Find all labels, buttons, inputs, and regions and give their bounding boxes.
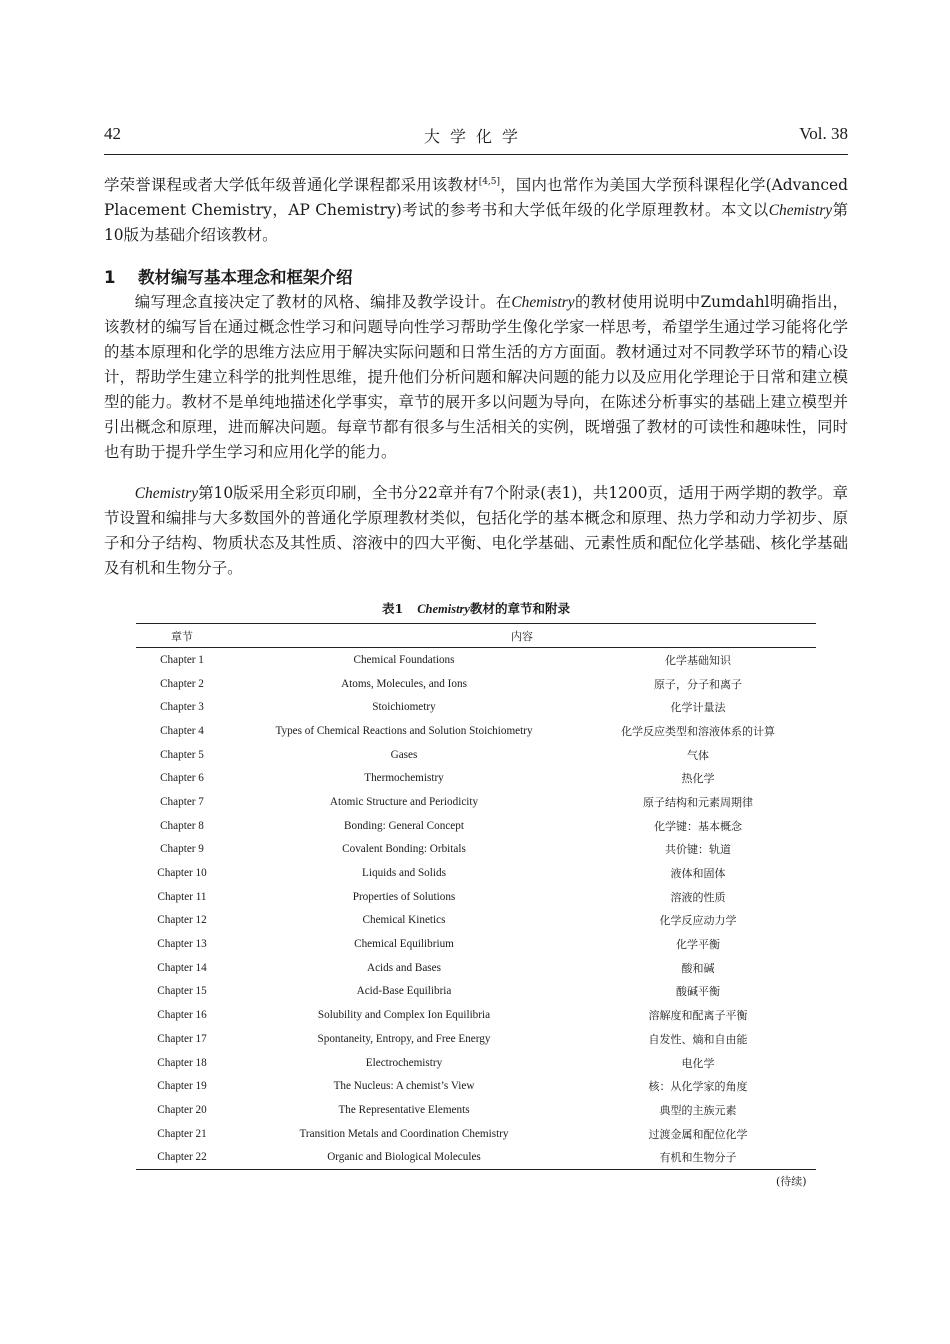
chinese-title-cell: 化学反应动力学 [659,914,737,928]
table-row [136,719,816,743]
chapter-cell: Chapter 19 [157,1080,207,1093]
english-title-cell: Atoms, Molecules, and Ions [341,677,467,690]
journal-title: 大学化学 [423,127,528,146]
intro-text-a: 学荣誉课程或者大学低年级普通化学课程都采用该教材 [104,176,479,194]
volume-label: Vol. 38 [799,124,848,143]
english-title-cell: Properties of Solutions [352,890,456,903]
chapter-cell: Chapter 13 [157,938,207,951]
chinese-title-cell: 化学计量法 [670,701,726,715]
book-title: Chemistry [417,602,470,616]
para1-text-b: 的教材使用说明中Zumdahl明确指出，该教材的编写旨在通过概念性学习和问题导向性学习帮助学生像化学家一样思考，希望学生通过学习能将化学的基本原理和化学的思维方法应用于解决实际问题和日常生活的方方面面。教材通过对不同教学环节的精心设计，帮助学生建立科学的批判性思维，提升他们分析问题和解决问题的能力以及应用化学理论于日常和建立模型的能力。教材不是单纯地描述化学事实，章节的展开多以问题为导向，在陈述分析事实的基础上建立模型并引出概念和原理，进而解决问题。每章节都有很多与生活相关的实例，既增强了教材的可读性和趣味性，同时也有助于提升学生学习和应用化学的能力。 [104,293,848,461]
table-row [136,932,816,956]
table-row [136,766,816,790]
chinese-title-cell: 有机和生物分子 [659,1151,737,1165]
english-title-cell: Transition Metals and Coordination Chemistry [299,1127,509,1140]
intro-paragraph [104,173,848,248]
chinese-title-cell: 电化学 [681,1056,715,1070]
column-header-chapter: 章节 [171,629,193,643]
chinese-title-cell: 酸碱平衡 [676,985,720,999]
table-row [136,861,816,885]
table-row [136,838,816,862]
chinese-title-cell: 典型的主族元素 [659,1103,737,1117]
english-title-cell: Types of Chemical Reactions and Solution Stoichiometry [275,724,533,737]
table-header-row [136,624,816,648]
intro-text-b: ，国内也常作为美国大学预科课程化学(Advanced Placement Chemistry，AP Chemistry)考试的参考书和大学低年级的化学原理教材。本文以 [104,176,848,219]
table-row [136,743,816,767]
table-row [136,1027,816,1051]
chapter-cell: Chapter 1 [160,653,204,666]
chapter-cell: Chapter 2 [160,677,204,690]
chapter-cell: Chapter 9 [160,843,204,856]
chapter-cell: Chapter 21 [157,1127,207,1140]
table-row [136,790,816,814]
chapter-cell: Chapter 14 [157,961,207,974]
english-title-cell: The Nucleus: A chemist’s View [333,1080,475,1093]
chapter-table [136,623,816,1170]
chinese-title-cell: 液体和固体 [670,867,726,881]
chapter-cell: Chapter 6 [160,772,204,785]
english-title-cell: Thermochemistry [364,772,444,785]
para1-text-a: 编写理念直接决定了教材的风格、编排及教学设计。在 [134,293,512,311]
table-label: 表1 [381,601,404,616]
chinese-title-cell: 溶液的性质 [670,890,726,904]
book-title: Chemistry [768,202,833,219]
column-header-content: 内容 [511,629,533,643]
chinese-title-cell: 热化学 [681,772,715,786]
chinese-title-cell: 化学反应类型和溶液体系的计算 [621,724,775,738]
chinese-title-cell: 化学基础知识 [665,653,731,667]
chinese-title-cell: 自发性、熵和自由能 [648,1032,748,1046]
page-header [104,124,848,155]
english-title-cell: Chemical Equilibrium [354,938,454,951]
english-title-cell: Bonding: General Concept [344,819,464,832]
book-title: Chemistry [511,294,575,311]
para2-text: 第10版采用全彩页印刷，全书分22章并有7个附录(表1)，共1200页，适用于两学期的教学。章节设置和编排与大多数国外的普通化学原理教材类似，包括化学的基本概念和原理、热力学和动力学初步、原子和分子结构、物质状态及其性质、溶液中的四大平衡、电化学基础、元素性质和配位化学基础、核化学基础及有机和生物分子。 [104,484,848,577]
chinese-title-cell: 原子，分子和离子 [654,677,742,691]
chinese-title-cell: 原子结构和元素周期律 [643,795,753,809]
table-row [136,1145,816,1169]
chapter-cell: Chapter 20 [157,1103,207,1116]
table-row [136,956,816,980]
table-row [136,814,816,838]
chapter-cell: Chapter 16 [157,1009,207,1022]
chapter-cell: Chapter 5 [160,748,204,761]
chapter-cell: Chapter 18 [157,1056,207,1069]
chinese-title-cell: 酸和碱 [681,961,715,975]
table-row [136,980,816,1004]
chinese-title-cell: 气体 [687,748,709,762]
chinese-title-cell: 化学键：基本概念 [654,819,742,833]
chapter-cell: Chapter 3 [160,701,204,714]
chapter-cell: Chapter 4 [160,724,204,737]
table-row [136,885,816,909]
chapter-cell: Chapter 17 [157,1032,207,1045]
table-continued-note: (待续) [776,1175,807,1188]
english-title-cell: Organic and Biological Molecules [327,1151,481,1164]
chapter-cell: Chapter 11 [157,890,207,903]
section-number: 1 [104,268,116,287]
chapter-cell: Chapter 15 [157,985,207,998]
chinese-title-cell: 共价键：轨道 [665,843,731,857]
chapter-cell: Chapter 22 [157,1151,207,1164]
english-title-cell: Gases [390,748,418,761]
chapter-cell: Chapter 12 [157,914,207,927]
english-title-cell: The Representative Elements [338,1103,470,1116]
chapter-cell: Chapter 7 [160,795,204,808]
chinese-title-cell: 溶解度和配离子平衡 [648,1009,748,1023]
table-row [136,1074,816,1098]
english-title-cell: Atomic Structure and Periodicity [329,795,479,808]
chinese-title-cell: 核：从化学家的角度 [648,1080,748,1094]
table-row [136,909,816,933]
english-title-cell: Solubility and Complex Ion Equilibria [317,1009,491,1022]
table-row [136,1122,816,1146]
table-row [136,1098,816,1122]
body-paragraph-2 [104,481,848,581]
chinese-title-cell: 化学平衡 [676,938,720,952]
caption-suffix: 教材的章节和附录 [469,601,570,616]
chinese-title-cell: 过渡金属和配位化学 [648,1127,748,1141]
section-title: 教材编写基本理念和框架介绍 [138,268,353,287]
citation-ref: [4,5] [478,177,501,187]
body-paragraph-1 [104,290,848,465]
page-number: 42 [104,124,121,143]
english-title-cell: Acid-Base Equilibria [356,985,452,998]
table-row [136,1051,816,1075]
table-row [136,648,816,672]
english-title-cell: Covalent Bonding: Orbitals [342,843,466,856]
intro-text-c: 第10版为基础介绍该教材。 [104,201,848,244]
english-title-cell: Spontaneity, Entropy, and Free Energy [317,1032,491,1045]
chapter-cell: Chapter 10 [157,867,207,880]
english-title-cell: Electrochemistry [365,1056,443,1069]
section-heading [104,264,353,288]
chapter-cell: Chapter 8 [160,819,204,832]
english-title-cell: Chemical Foundations [353,653,455,666]
english-title-cell: Acids and Bases [367,961,441,974]
table-body [136,648,816,1170]
table-row [136,1003,816,1027]
table-caption [136,599,816,617]
english-title-cell: Stoichiometry [372,701,436,714]
table-row [136,672,816,696]
table-row [136,695,816,719]
book-title: Chemistry [134,485,199,502]
english-title-cell: Liquids and Solids [362,867,446,880]
english-title-cell: Chemical Kinetics [362,914,446,927]
